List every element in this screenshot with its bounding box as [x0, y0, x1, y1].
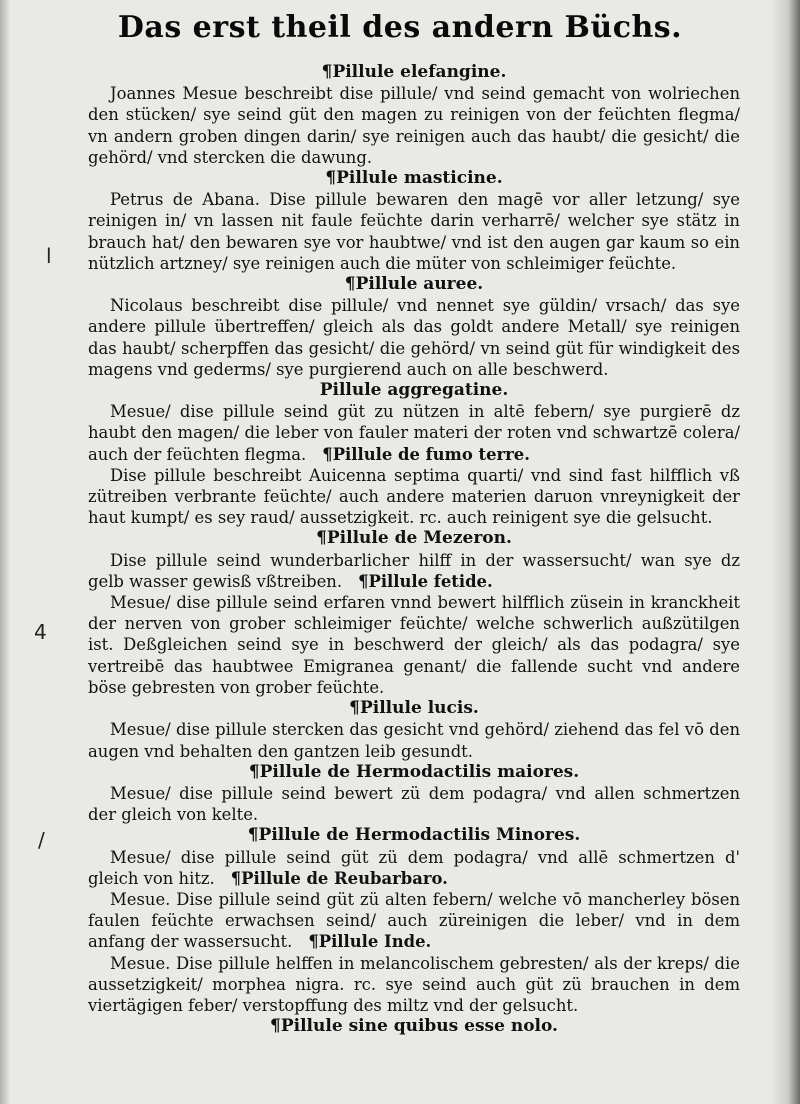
entry-heading: ¶Pillule masticine. [325, 168, 503, 189]
entry-text: Mesue. Dise pillule helffen in melancolischem gebresten/ als der kreps/ die aussetzigkeit/ morphea nigra. rc. sye seind auch güt zü brauchen in dem viertägigen feber/ verstopffung des miltz vnd der gelsucht. [88, 953, 740, 1015]
page-gutter-shadow [0, 0, 10, 1104]
entry-heading: ¶Pillule de Reubarbaro. [230, 868, 448, 888]
margin-mark-1: l [46, 244, 52, 268]
margin-mark-2: 4 [34, 620, 47, 644]
entry-text-body: Dise pillule seind wunderbarlicher hilff in der wassersucht/ wan sye dz gelb wasser gewisß vßtreiben. [88, 550, 740, 591]
entry-heading: ¶Pillule de Hermodactilis Minores. [247, 825, 581, 846]
entry-text-body: Mesue. Dise pillule seind güt zü alten febern/ welche vō mancherley bösen faulen feüchte erwachsen seind/ auch züreinigen die leber/ vnd in dem anfang der wassersucht. [88, 889, 740, 952]
entry-text-body: Mesue/ dise pillule seind güt zü dem podagra/ vnd allē schmertzen d' gleich von hitz. [88, 847, 740, 888]
entry-text [88, 847, 740, 889]
entry-text [88, 550, 740, 592]
entry-heading: ¶Pillule elefangine. [321, 62, 507, 82]
entry-text [88, 889, 740, 953]
entry-text: Mesue/ dise pillule seind erfaren vnnd bewert hilfflich züsein in kranckheit der nerven von grober schleimiger feüchte/ welche schwerlich außzütilgen ist. Deßgleichen seind sye in beschwerd der gleich/ als das podagra/ sye vertreibē das haubtwee Emigranea genant/ die fallende sucht vnd andere böse gebresten von grober feüchte. [88, 593, 740, 697]
entry-text-body: Mesue/ dise pillule seind güt zu nützen in altē febern/ sye purgierē dz haubt den magen/ die leber von fauler materi der roten vnd schwartzē colera/ auch der feüchten flegma. [88, 402, 740, 464]
entry-heading: ¶Pillule Inde. [308, 932, 432, 952]
entry-heading: ¶Pillule lucis. [349, 698, 479, 719]
entry-heading: Pillule aggregatine. [319, 380, 509, 401]
entry-heading: ¶Pillule auree. [344, 274, 484, 295]
entry-heading: ¶Pillule de Mezeron. [316, 528, 512, 549]
entry-heading: ¶Pillule sine quibus esse nolo. [270, 1016, 558, 1037]
entry-text: Joannes Mesue beschreibt dise pillule/ vnd seind gemacht von wolriechen den stücken/ sye seind güt den magen zu reinigen von der feüchten flegma/ vn andern groben dingen darin/ sye reinigen auch das haubt/ die gesicht/ die gehörd/ vnd stercken die dawung. [88, 84, 740, 167]
entry-heading: ¶Pillule de Hermodactilis maiores. [248, 761, 580, 782]
margin-mark-3: / [38, 828, 45, 852]
entry-heading: ¶Pillule de fumo terre. [322, 444, 530, 464]
entry-heading: ¶Pillule fetide. [358, 571, 493, 591]
page-title: Das erst theil des andern Büchs. [117, 10, 683, 45]
entry-text: Mesue/ dise pillule seind bewert zü dem podagra/ vnd allen schmertzen der gleich von kelte. [88, 783, 740, 825]
entry-text: Mesue/ dise pillule stercken das gesicht vnd gehörd/ ziehend das fel vō den augen vnd behalten den gantzen leib gesundt. [88, 720, 740, 761]
entry-text [88, 401, 740, 465]
page-body [88, 62, 740, 1037]
entry-text: Nicolaus beschreibt dise pillule/ vnd nennet sye güldin/ vrsach/ das sye andere pillule übertreffen/ gleich als das goldt andere Metall/ sye reinigen das haubt/ scherpffen das gesicht/ die gehörd/ vn seind güt für windigkeit des magens vnd gederms/ sye purgierend auch on alle beschwerd. [88, 296, 740, 379]
page-edge-shadow [770, 0, 800, 1104]
entry-text: Dise pillule beschreibt Auicenna septima quarti/ vnd sind fast hilfflich vß zütreiben verbrante feüchte/ auch andere materien daruon vnreynigkeit der haut kumpt/ es sey raud/ aussetzigkeit. rc. auch reinigent sye die gelsucht. [88, 465, 740, 528]
entry-text: Petrus de Abana. Dise pillule bewaren den magē vor aller letzung/ sye reinigen in/ vn lassen nit faule feüchte darin verharrē/ welcher sye stätz in brauch hat/ den bewaren sye vor haubtwe/ vnd ist den augen gar kaum so ein nützlich artzney/ sye reinigen auch die müter von schleimiger feüchte. [88, 190, 740, 273]
